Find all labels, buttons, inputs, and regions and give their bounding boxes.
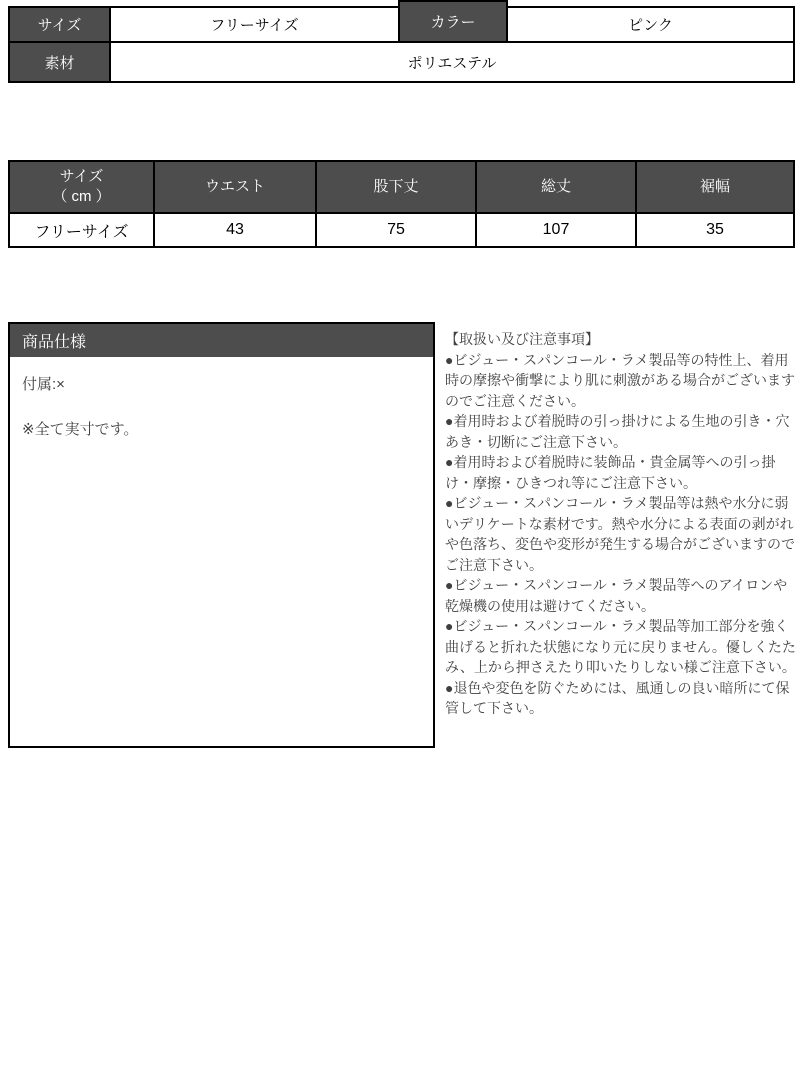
product-spec-body <box>10 357 433 453</box>
column-header-waist: ウエスト <box>153 160 317 214</box>
product-spec-box <box>8 322 435 748</box>
spec-line-accessories: 付属:× <box>22 376 65 393</box>
color-value-cell: ピンク <box>506 6 795 43</box>
waist-value-cell: 43 <box>153 212 317 248</box>
size-chart-corner-line2: （ cm ） <box>52 188 111 205</box>
material-label-cell: 素材 <box>8 41 111 83</box>
note-item: ●着用時および着脱時の引っ掛けによる生地の引き・穴あき・切断にご注意下さい。 <box>445 413 790 450</box>
note-item: ●ビジュー・スパンコール・ラメ製品等へのアイロンや乾燥機の使用は避けてください。 <box>445 577 788 614</box>
size-value-cell: フリーサイズ <box>109 6 400 43</box>
size-chart-corner-header <box>8 160 155 214</box>
spec-line-measurement-note: ※全て実寸です。 <box>22 421 139 438</box>
size-chart-corner-line1: サイズ <box>59 168 104 185</box>
size-chart-row-label: フリーサイズ <box>8 212 155 248</box>
inseam-value-cell: 75 <box>315 212 477 248</box>
note-item: ●ビジュー・スパンコール・ラメ製品等加工部分を強く曲げると折れた状態になり元に戻りません。優しくたたみ、上から押さえたり叩いたりしない様ご注意下さい。 <box>445 618 796 675</box>
note-item: ●退色や変色を防ぐためには、風通しの良い暗所にて保管して下さい。 <box>445 679 790 716</box>
material-value-cell: ポリエステル <box>109 41 795 83</box>
note-item: ●着用時および着脱時に装飾品・貴金属等への引っ掛け・摩擦・ひきつれ等にご注意下さい。 <box>445 454 776 491</box>
handling-notes <box>445 329 797 719</box>
hem-width-value-cell: 35 <box>635 212 795 248</box>
handling-notes-title: 【取扱い及び注意事項】 <box>445 331 599 347</box>
column-header-inseam: 股下丈 <box>315 160 477 214</box>
product-spec-title: 商品仕様 <box>10 324 433 357</box>
column-header-total-length: 総丈 <box>475 160 637 214</box>
size-label-cell: サイズ <box>8 6 111 43</box>
note-item: ●ビジュー・スパンコール・ラメ製品等は熱や水分に弱いデリケートな素材です。熱や水分による表面の剥がれや色落ち、変色や変形が発生する場合がございますのでご注意下さい。 <box>445 495 795 573</box>
color-label-cell: カラー <box>398 0 508 43</box>
column-header-hem-width: 裾幅 <box>635 160 795 214</box>
total-length-value-cell: 107 <box>475 212 637 248</box>
note-item: ●ビジュー・スパンコール・ラメ製品等の特性上、着用時の摩擦や衝撃により肌に刺激がある場合がございますのでご注意ください。 <box>445 351 795 409</box>
